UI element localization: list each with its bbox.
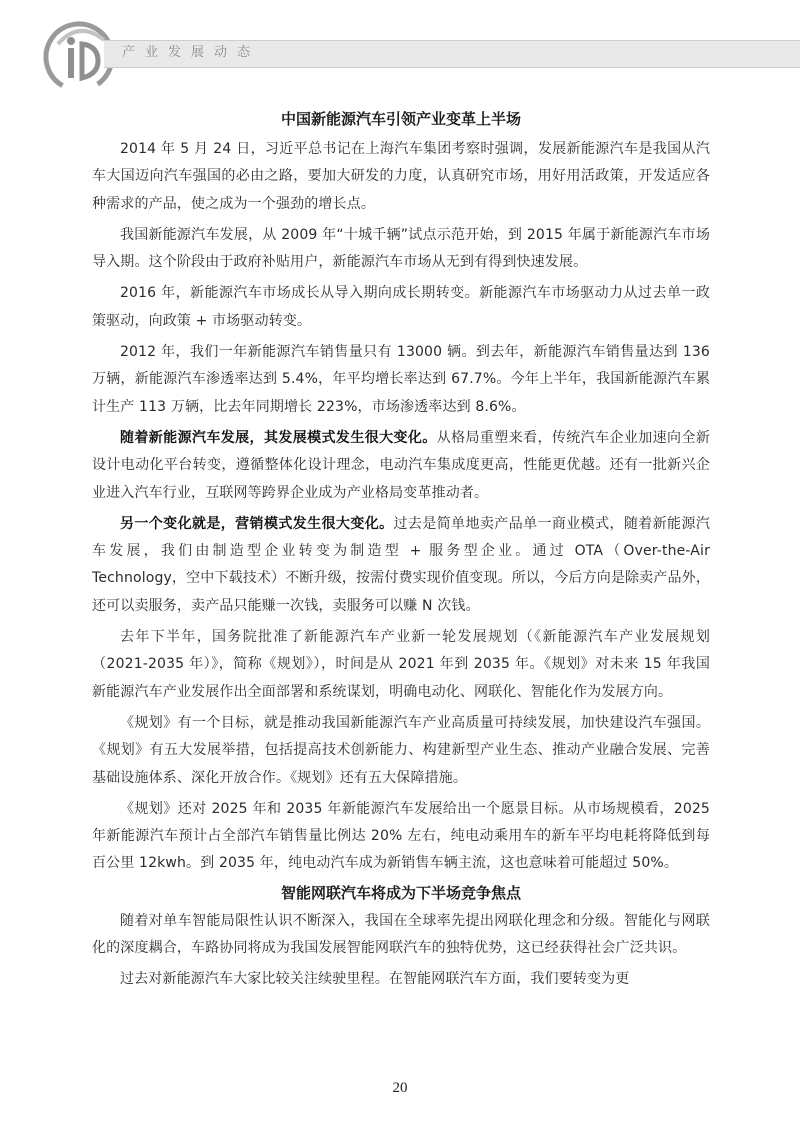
article-title: 中国新能源汽车引领产业变革上半场 bbox=[280, 110, 521, 128]
paragraph-text: 2014 年 5 月 24 日，习近平总书记在上海汽车集团考察时强调，发展新能源汽车是我国从汽车大国迈向汽车强国的必由之路，要加大研发的力度，认真研究市场，用好用活政策，开发适应各种需求的产品，使之成为一个强劲的增长点。 bbox=[92, 141, 710, 212]
paragraph bbox=[92, 222, 710, 277]
paragraph-text: 《规划》还对 2025 年和 2035 年新能源汽车发展给出一个愿景目标。从市场规模看，2025 年新能源汽车预计占全部汽车销售量比例达 20% 左右，纯电动乘用车的新车平均电耗将降低到每百公里 12kwh。到 2035 年，纯电动汽车成为新销售车辆主流，这也意味着可能超过 50%。 bbox=[92, 800, 710, 872]
paragraph-lead: 随着新能源汽车发展，其发展模式发生很大变化。 bbox=[120, 429, 437, 446]
paragraph-text: 2016 年，新能源汽车市场成长从导入期向成长期转变。新能源汽车市场驱动力从过去单一政策驱动，向政策 + 市场驱动转变。 bbox=[92, 285, 710, 329]
paragraph-text: 去年下半年，国务院批准了新能源汽车产业新一轮发展规划（《新能源汽车产业发展规划（2021-2035 年）》，简称《规划》），时间是从 2021 年到 2035 年。《规划》对未来 15 年我国新能源汽车产业发展作出全面部署和系统谋划，明确电动化、网联化、智能化作为发展方向。 bbox=[92, 629, 710, 700]
paragraph-text: 我国新能源汽车发展，从 2009 年“十城千辆”试点示范开始，到 2015 年属于新能源汽车市场导入期。这个阶段由于政府补贴用户，新能源汽车市场从无到有得到快速发展。 bbox=[92, 226, 710, 271]
paragraph-text: 从格局重塑来看，传统汽车企业加速向全新设计电动化平台转变，遵循整体化设计理念，电动汽车集成度更高，性能更优越。还有一批新兴企业进入汽车行业，互联网等跨界企业成为产业格局变革推动者。 bbox=[92, 429, 710, 501]
paragraph bbox=[92, 425, 710, 507]
paragraph bbox=[92, 966, 710, 993]
section-label: 产业发展动态 bbox=[122, 45, 261, 60]
paragraph bbox=[92, 624, 710, 706]
paragraph bbox=[92, 280, 710, 335]
paragraph-text: 随着对单车智能局限性认识不断深入，我国在全球率先提出网联化理念和分级。智能化与网联化的深度耦合，车路协同将成为我国发展智能网联汽车的独特优势，这已经获得社会广泛共识。 bbox=[92, 912, 710, 957]
paragraph bbox=[92, 710, 710, 792]
paragraph bbox=[92, 796, 710, 878]
paragraph-text: 2012 年，我们一年新能源汽车销售量只有 13000 辆。到去年，新能源汽车销售量达到 136 万辆，新能源汽车渗透率达到 5.4%，年平均增长率达到 67.7%。今年上半年，我国新能源汽车累计生产 113 万辆，比去年同期增长 223%，市场渗透率达到 8.6%。 bbox=[92, 344, 710, 415]
section-subtitle: 智能网联汽车将成为下半场竞争焦点 bbox=[280, 883, 521, 902]
paragraph-lead: 另一个变化就是，营销模式发生很大变化。 bbox=[120, 515, 394, 532]
paragraph bbox=[92, 339, 710, 421]
paragraph-text: 《规划》有一个目标，就是推动我国新能源汽车产业高质量可持续发展，加快建设汽车强国。《规划》有五大发展举措，包括提高技术创新能力、构建新型产业生态、推动产业融合发展、完善基础设施体系、深化开放合作。《规划》还有五大保障措施。 bbox=[92, 714, 710, 786]
page-number: 20 bbox=[392, 1080, 408, 1096]
paragraph bbox=[92, 136, 710, 218]
paragraph bbox=[92, 511, 710, 620]
paragraph-text: 过去是简单地卖产品单一商业模式，随着新能源汽车发展，我们由制造型企业转变为制造型 + 服务型企业。通过 OTA（Over-the-Air Technology，空中下载技术）不断升级，按需付费实现价值变现。所以，今后方向是除卖产品外，还可以卖服务，卖产品只能赚一次钱，卖服务可以赚 N 次钱。 bbox=[92, 515, 710, 614]
paragraph-text: 过去对新能源汽车大家比较关注续驶里程。在智能网联汽车方面，我们要转变为更 bbox=[120, 971, 630, 988]
article-body bbox=[92, 108, 710, 998]
paragraph bbox=[92, 908, 710, 963]
